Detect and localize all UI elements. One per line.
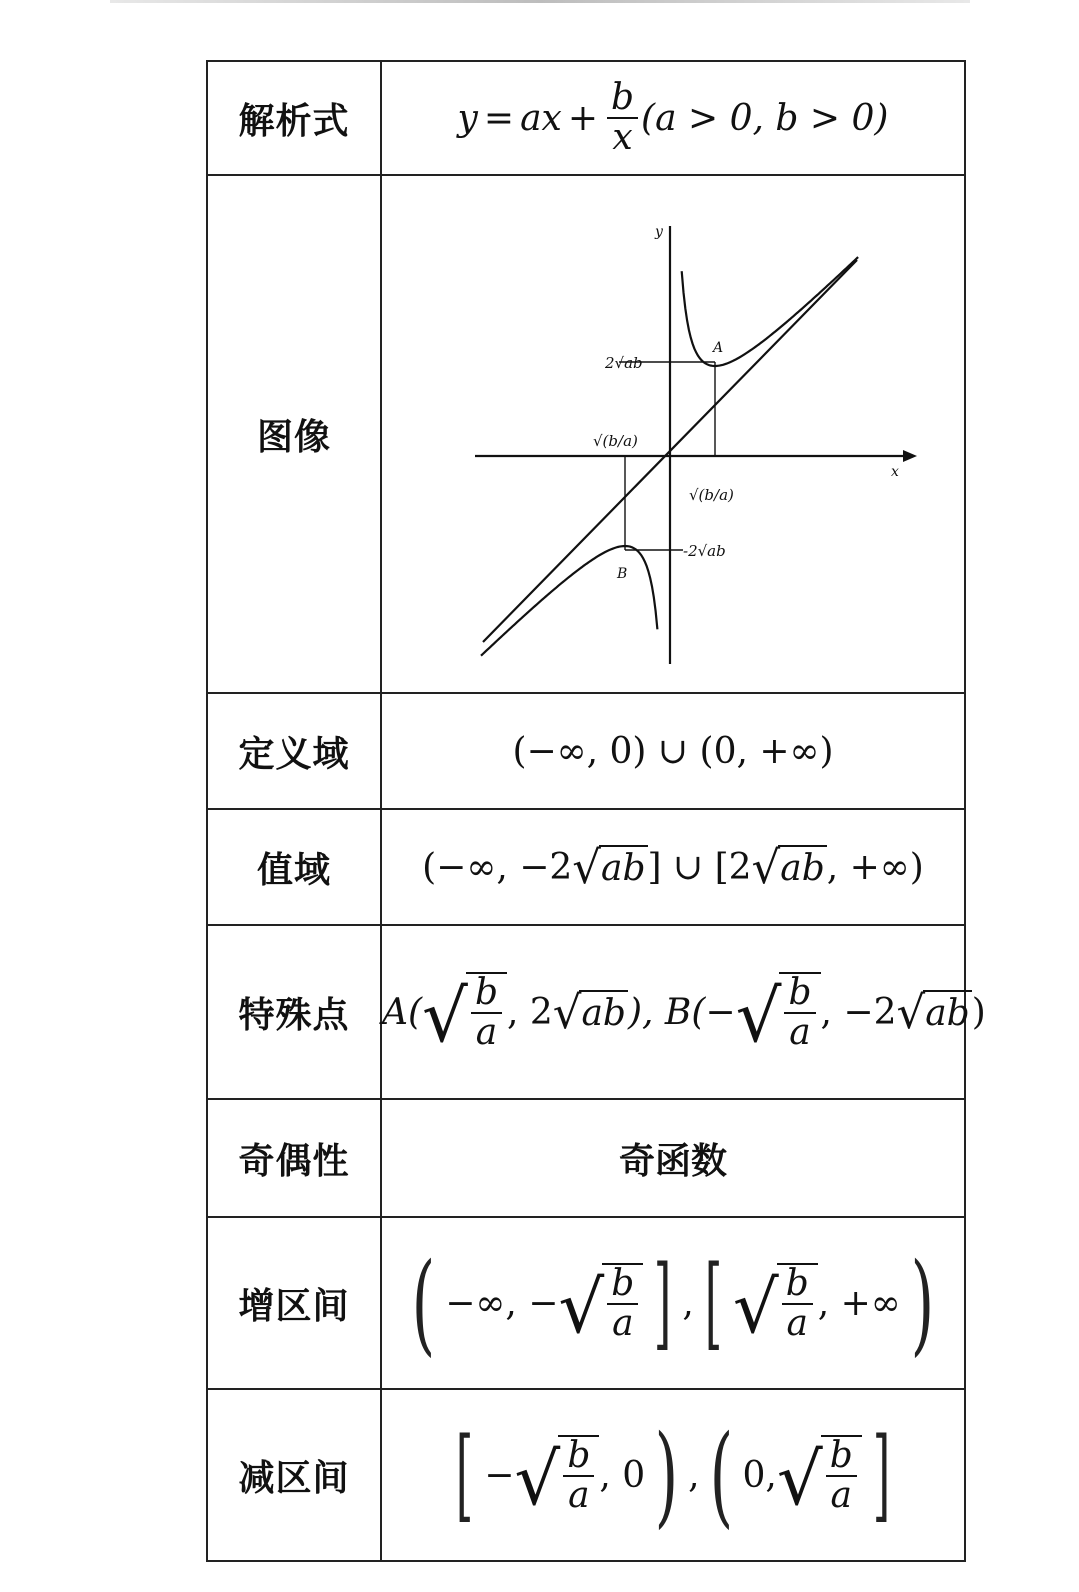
frac-den: x bbox=[612, 117, 633, 158]
point-b-open: ), B(− bbox=[627, 991, 736, 1033]
point-b-label: B bbox=[617, 566, 628, 582]
decreasing-formula: [ − √ $\frac{b}{a}$ , 0 ) , ( 0, √ $\frac{b}{a}$ ] bbox=[455, 1411, 891, 1539]
inc-sqrt-2: √ $\frac{b}{a}$ bbox=[733, 1263, 818, 1343]
dec-sqrt-1: √ $\frac{b}{a}$ bbox=[514, 1435, 599, 1515]
value-expression bbox=[381, 61, 965, 175]
row-increasing bbox=[207, 1217, 965, 1389]
range-formula bbox=[422, 840, 924, 894]
row-special-points bbox=[207, 925, 965, 1099]
frac-num: b bbox=[607, 79, 638, 119]
row-expression bbox=[207, 61, 965, 175]
inc-frac1-den: a bbox=[612, 1303, 634, 1344]
label-increasing: 增区间 bbox=[207, 1217, 381, 1389]
row-domain bbox=[207, 693, 965, 809]
value-graph bbox=[381, 175, 965, 693]
dec-zero2: 0, bbox=[742, 1454, 777, 1496]
sqrt-frac-1: √ $\frac{b}{a}$ bbox=[422, 972, 507, 1052]
formula-ax: ax bbox=[520, 97, 562, 139]
parity-value: 奇函数 bbox=[618, 1140, 727, 1182]
pts-two: , 2 bbox=[506, 991, 553, 1033]
range-left: (−∞, −2 bbox=[422, 846, 573, 888]
pts-frac2-den: a bbox=[789, 1012, 811, 1053]
point-a-open: A( bbox=[382, 991, 423, 1033]
value-special-points bbox=[381, 925, 986, 1099]
dec-neg: − bbox=[484, 1454, 515, 1496]
dec-sep: , bbox=[688, 1454, 700, 1496]
row-parity bbox=[207, 1099, 965, 1217]
dec-frac2-den: a bbox=[830, 1475, 852, 1516]
formula-eq: = bbox=[483, 97, 515, 139]
special-points-formula bbox=[382, 972, 986, 1058]
function-graph bbox=[393, 184, 953, 684]
inc-frac2-num: b bbox=[782, 1265, 813, 1305]
curve-left-branch bbox=[481, 546, 657, 656]
sqrt-ab-4: √ ab bbox=[896, 985, 970, 1039]
inc-sqrt-1: √ $\frac{b}{a}$ bbox=[558, 1263, 643, 1343]
function-property-table bbox=[206, 60, 986, 1562]
expression-formula bbox=[458, 79, 889, 157]
row-range bbox=[207, 809, 965, 925]
dec-frac1-den: a bbox=[568, 1475, 590, 1516]
row-decreasing bbox=[207, 1389, 965, 1561]
label-domain: 定义域 bbox=[207, 693, 381, 809]
formula-fraction bbox=[607, 79, 638, 157]
label-special-points: 特殊点 bbox=[207, 925, 381, 1099]
increasing-formula: ( −∞, − √ $\frac{b}{a}$ ] , [ √ $\frac{b}{a}$ , +∞ ) bbox=[411, 1239, 935, 1367]
range-mid: ] ∪ [2 bbox=[647, 846, 752, 888]
value-range bbox=[381, 809, 965, 925]
y-top-label: 2√ab bbox=[605, 354, 643, 372]
inc-frac1-num: b bbox=[607, 1265, 638, 1305]
inc-pos-inf: , +∞ bbox=[817, 1282, 901, 1324]
formula-condition: (a > 0, b > 0) bbox=[641, 97, 889, 139]
inc-sep: , bbox=[682, 1282, 694, 1324]
value-decreasing bbox=[381, 1389, 965, 1561]
label-graph: 图像 bbox=[207, 175, 381, 693]
value-domain bbox=[381, 693, 965, 809]
dec-frac1-num: b bbox=[563, 1437, 594, 1477]
label-range: 值域 bbox=[207, 809, 381, 925]
sqrt-ab-2: √ ab bbox=[751, 840, 825, 894]
label-decreasing: 减区间 bbox=[207, 1389, 381, 1561]
sqrt-ab-4-body: ab bbox=[923, 990, 972, 1035]
domain-formula: (−∞, 0) ∪ (0, +∞) bbox=[512, 730, 834, 772]
point-a-label: A bbox=[713, 340, 724, 356]
formula-plus: + bbox=[567, 97, 598, 139]
sqrt-frac-2: √ $\frac{b}{a}$ bbox=[736, 972, 821, 1052]
range-right: , +∞) bbox=[826, 846, 924, 888]
sqrt-ab-3-body: ab bbox=[579, 990, 628, 1035]
pts-end: ) bbox=[971, 991, 986, 1033]
dec-frac2-num: b bbox=[826, 1437, 857, 1477]
sqrt-ab-2-body: ab bbox=[778, 845, 827, 890]
dec-zero: , 0 bbox=[599, 1454, 646, 1496]
label-expression: 解析式 bbox=[207, 61, 381, 175]
axis-y-label: y bbox=[655, 224, 663, 240]
inc-frac2-den: a bbox=[786, 1303, 808, 1344]
top-rule bbox=[110, 0, 970, 3]
sqrt-ab-1-body: ab bbox=[599, 845, 648, 890]
formula-y: y bbox=[457, 97, 478, 139]
value-increasing bbox=[381, 1217, 965, 1389]
sqrt-ab-3: √ ab bbox=[552, 985, 626, 1039]
dec-sqrt-2: √ $\frac{b}{a}$ bbox=[777, 1435, 862, 1515]
pts-frac1-num: b bbox=[471, 974, 502, 1014]
axis-x-label: x bbox=[891, 464, 899, 480]
pts-frac2-num: b bbox=[784, 974, 815, 1014]
value-parity bbox=[381, 1099, 965, 1217]
pts-neg-two: , −2 bbox=[820, 991, 897, 1033]
y-bottom-label: -2√ab bbox=[683, 542, 726, 560]
inc-neg-inf: −∞, − bbox=[445, 1282, 559, 1324]
sqrt-ab-1: √ ab bbox=[572, 840, 646, 894]
x-axis-arrow-icon bbox=[903, 450, 917, 462]
x-left-label: √(b/a) bbox=[593, 432, 638, 450]
x-right-label: √(b/a) bbox=[689, 486, 734, 504]
row-graph bbox=[207, 175, 965, 693]
pts-frac1-den: a bbox=[475, 1012, 498, 1053]
label-parity: 奇偶性 bbox=[207, 1099, 381, 1217]
